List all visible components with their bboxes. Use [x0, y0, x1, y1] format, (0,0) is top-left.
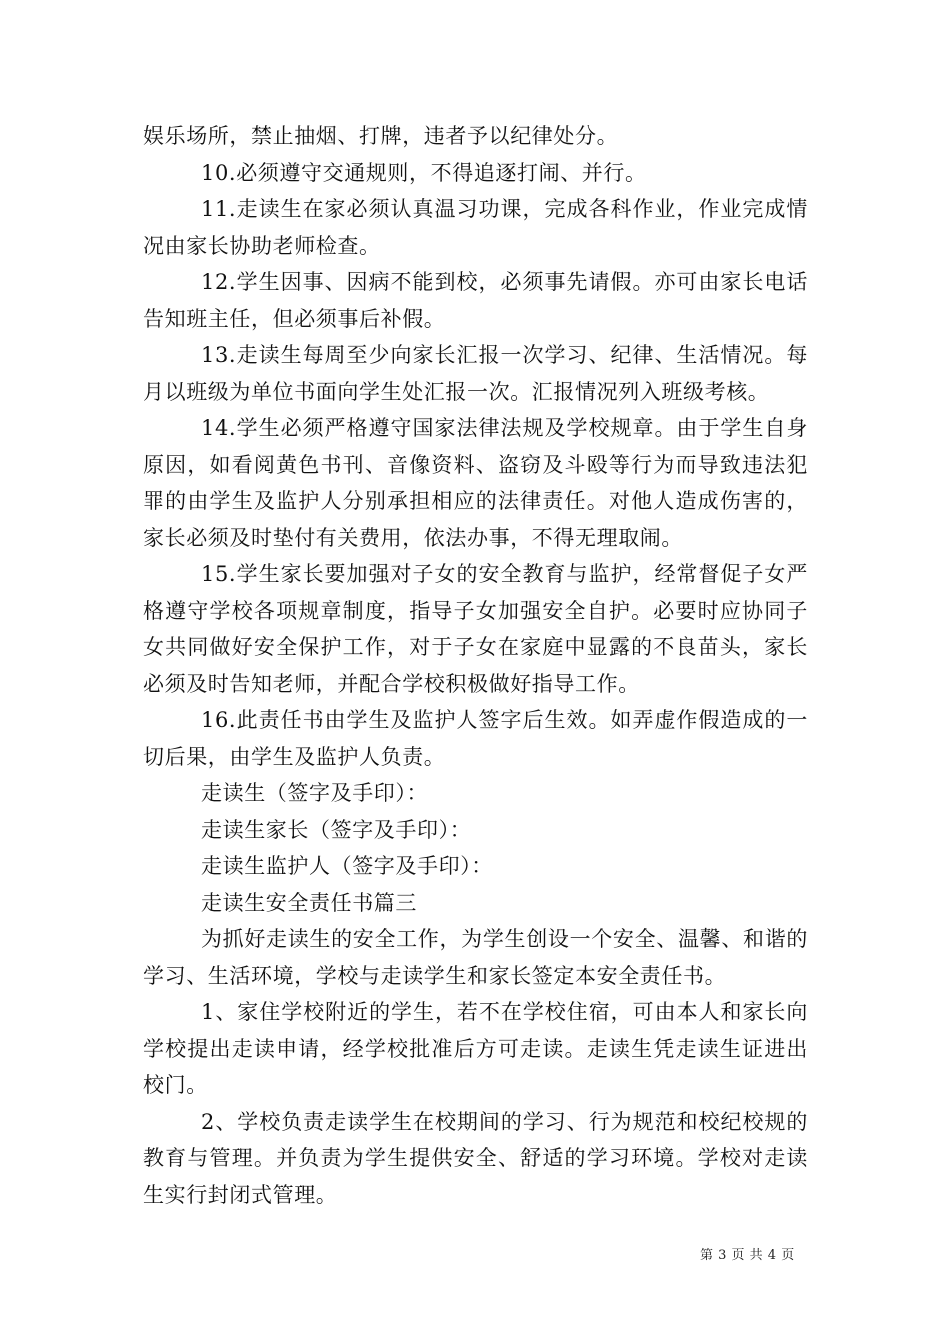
- signature-line-student: 走读生（签字及手印）：: [201, 781, 429, 805]
- section-title: 走读生安全责任书篇三: [201, 890, 417, 915]
- paragraph-item-11: 11.走读生在家必须认真温习功课，完成各科作业，作业完成情况由家长协助老师检查。: [143, 197, 808, 258]
- paragraph-item-1: 1、家住学校附近的学生，若不在学校住宿，可由本人和家长向学校提出走读申请，经学校批准后方可走读。走读生凭走读生证进出校门。: [143, 1000, 808, 1097]
- signature-line-guardian: 走读生监护人（签字及手印）：: [201, 854, 493, 878]
- paragraph-intro: 为抓好走读生的安全工作，为学生创设一个安全、温馨、和谐的学习、生活环境，学校与走读学生和家长签定本安全责任书。: [143, 927, 808, 988]
- paragraph-item-13: 13.走读生每周至少向家长汇报一次学习、纪律、生活情况。每月以班级为单位书面向学生处汇报一次。汇报情况列入班级考核。: [143, 343, 808, 404]
- paragraph-item-14: 14.学生必须严格遵守国家法律法规及学校规章。由于学生自身原因，如看阅黄色书刊、音像资料、盗窃及斗殴等行为而导致违法犯罪的由学生及监护人分别承担相应的法律责任。对他人造成伤害的，家长必须及时垫付有关费用，依法办事，不得无理取闹。: [143, 416, 808, 550]
- paragraph-item-16: 16.此责任书由学生及监护人签字后生效。如弄虚作假造成的一切后果，由学生及监护人负责。: [143, 708, 808, 769]
- paragraph-item-10: 10.必须遵守交通规则，不得追逐打闹、并行。: [201, 160, 647, 185]
- signature-line-parent: 走读生家长（签字及手印）：: [201, 817, 472, 842]
- document-body: [143, 118, 808, 1213]
- paragraph-item-15: 15.学生家长要加强对子女的安全教育与监护，经常督促子女严格遵守学校各项规章制度，指导子女加强安全自护。必要时应协同子女共同做好安全保护工作，对于子女在家庭中显露的不良苗头，家长必须及时告知老师，并配合学校积极做好指导工作。: [143, 562, 808, 696]
- paragraph-item-2: 2、学校负责走读学生在校期间的学习、行为规范和校纪校规的教育与管理。并负责为学生提供安全、舒适的学习环境。学校对走读生实行封闭式管理。: [143, 1109, 808, 1207]
- paragraph-item-12: 12.学生因事、因病不能到校，必须事先请假。亦可由家长电话告知班主任，但必须事后补假。: [143, 270, 808, 331]
- paragraph-continuation: 娱乐场所，禁止抽烟、打牌，违者予以纪律处分。: [143, 124, 619, 148]
- page-number: 第 3 页 共 4 页: [700, 1248, 795, 1263]
